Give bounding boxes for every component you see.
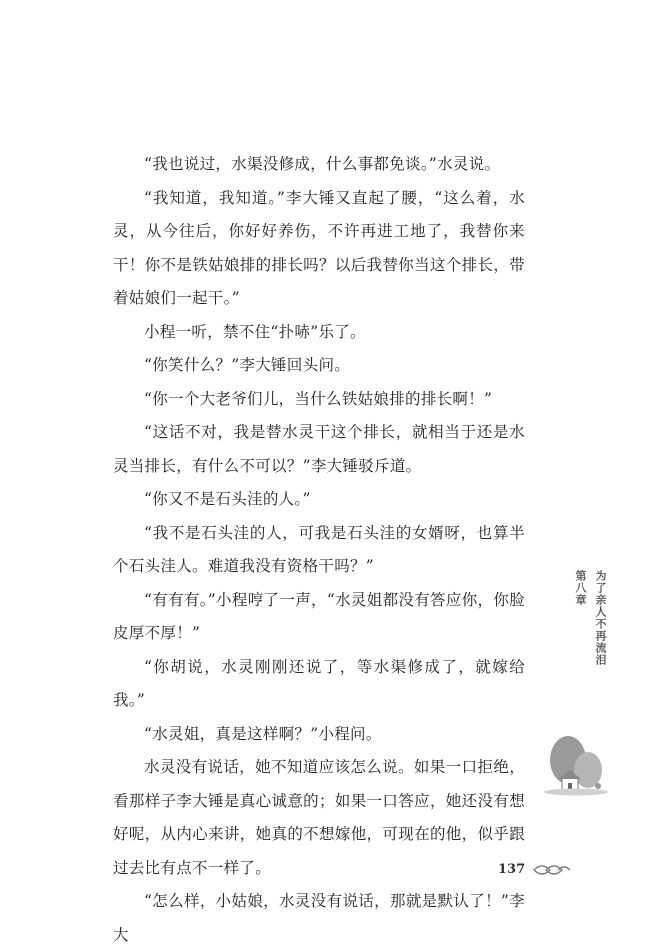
chapter-title: 为了亲人不再流泪 — [594, 570, 607, 666]
paragraph: “我也说过，水渠没修成，什么事都免谈。”水灵说。 — [144, 155, 501, 173]
chapter-label: 第八章 — [574, 570, 587, 606]
paragraph: “你笑什么？”李大锤回头问。 — [144, 356, 351, 374]
paragraph: “这话不对，我是替水灵干这个排长，就相当于还是水灵当排长，有什么不可以？”李大锤驳斥道。 — [113, 423, 525, 475]
body-text — [113, 148, 525, 952]
paragraph: 小程一听，禁不住“扑哧”乐了。 — [144, 322, 366, 341]
paragraph: “你胡说，水灵刚刚还说了，等水渠修成了，就嫁给我。” — [113, 657, 525, 709]
paragraph: “我知道，我知道。”李大锤又直起了腰，“这么着，水灵，从今往后，你好好养伤，不许再进工地了，我替你来干！你不是铁姑娘排的排长吗？以后我替你当这个排长，带着姑娘们一起干。” — [113, 188, 525, 307]
paragraph: “你一个大老爷们儿，当什么铁姑娘排的排长啊！” — [144, 389, 493, 408]
house-tree-illustration — [542, 734, 610, 796]
paragraph: “我不是石头洼的人，可我是石头洼的女婿呀，也算半个石头洼人。难道我没有资格干吗？” — [113, 523, 525, 575]
page-number: 137 — [498, 862, 526, 877]
chapter-side-title — [566, 570, 616, 730]
leaf-ornament-icon — [532, 861, 572, 879]
paragraph: “有有有。”小程哼了一声，“水灵姐都没有答应你，你脸皮厚不厚！” — [113, 590, 525, 642]
paragraph: “怎么样，小姑娘，水灵没有说话，那就是默认了！”李大 — [113, 892, 525, 944]
paragraph: “水灵姐，真是这样啊？”小程问。 — [144, 724, 382, 743]
paragraph: “你又不是石头洼的人。” — [144, 490, 311, 508]
paragraph: 水灵没有说话，她不知道应该怎么说。如果一口拒绝，看那样子李大锤是真心诚意的；如果一口答应，她还没有想好呢，从内心来讲，她真的不想嫁他，可现在的他，似乎跟过去比有点不一样了。 — [113, 758, 525, 877]
